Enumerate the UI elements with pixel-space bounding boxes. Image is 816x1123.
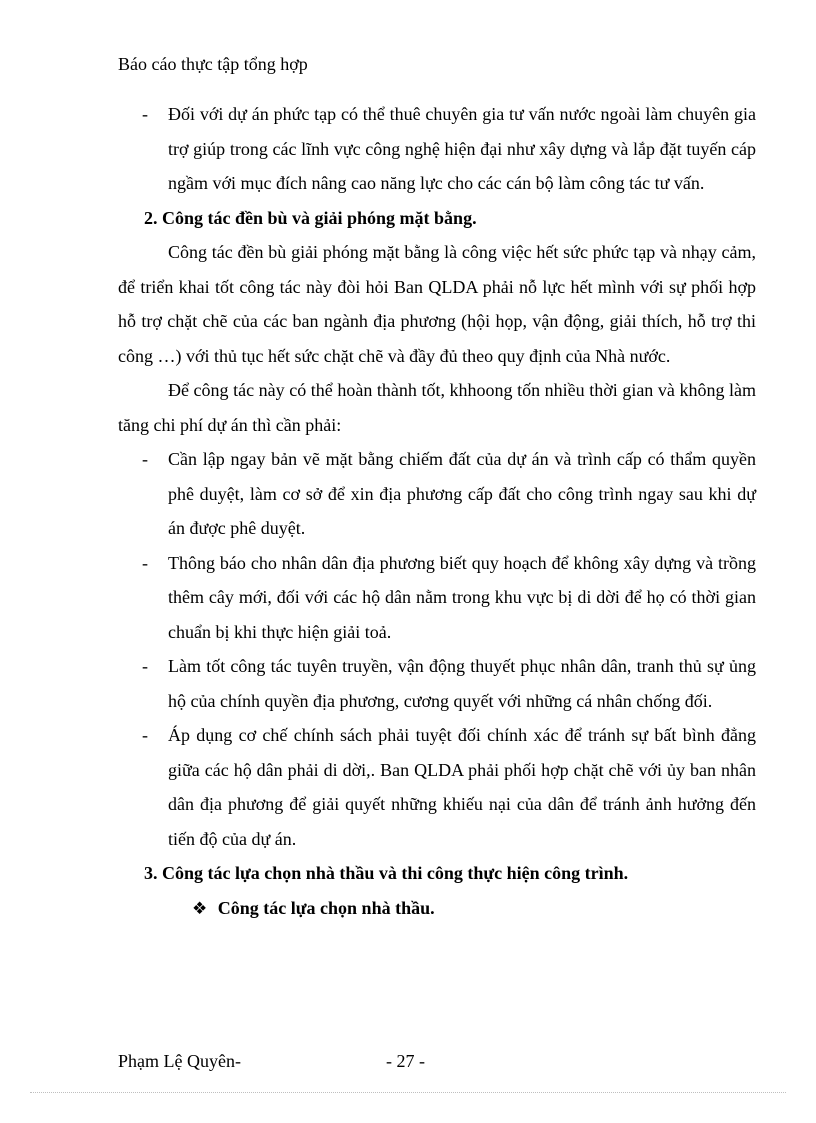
bullet-text: Đối với dự án phức tạp có thể thuê chuyên gia tư vấn nước ngoài làm chuyên gia trợ giúp trong các lĩnh vực công nghệ hiện đại như xây dựng và lắp đặt tuyến cáp ngầm với mục đích nâng cao năng lực cho các cán bộ làm công tác tư vấn. [168,104,756,193]
page-footer [0,1049,816,1073]
bullet-item [118,649,756,718]
page-header: Báo cáo thực tập tổng hợp [118,54,308,74]
bullet-dash: - [142,449,148,469]
sub-heading [118,891,756,927]
bullet-item [118,97,756,201]
bullet-dash: - [142,656,148,676]
document-body [118,97,756,926]
paragraph: Công tác đền bù giải phóng mặt bằng là công việc hết sức phức tạp và nhạy cảm, để triển khai tốt công tác này đòi hỏi Ban QLDA phải nỗ lực hết mình với sự phối hợp hỗ trợ chặt chẽ của các ban ngành địa phương (hội họp, vận động, giải thích, hỗ trợ thi công …) với thủ tục hết sức chặt chẽ và đầy đủ theo quy định của Nhà nước. [118,242,756,366]
bullet-text: Làm tốt công tác tuyên truyền, vận động thuyết phục nhân dân, tranh thủ sự ủng hộ của chính quyền địa phương, cương quyết với những cá nhân chống đối. [168,656,756,711]
bullet-item [118,718,756,856]
page-bottom-divider [30,1092,786,1093]
bullet-dash: - [142,552,148,573]
bullet-text: Áp dụng cơ chế chính sách phải tuyệt đối chính xác để tránh sự bất bình đẳng giữa các hộ dân phải di dời,. Ban QLDA phải phối hợp chặt chẽ với ủy ban nhân dân địa phương để giải quyết những khiếu nại của dân để tránh ảnh hưởng đến tiến độ của dự án. [168,725,756,849]
paragraph: Để công tác này có thể hoàn thành tốt, khhoong tốn nhiều thời gian và không làm tăng chi phí dự án thì cần phải: [118,380,756,435]
bullet-text: Cần lập ngay bản vẽ mặt bằng chiếm đất của dự án và trình cấp có thẩm quyền phê duyệt, làm cơ sở để xin địa phương cấp đất cho công trình ngay sau khi dự án được phê duyệt. [168,449,756,538]
sub-heading-text: Công tác lựa chọn nhà thầu. [217,897,435,918]
bullet-item [118,546,756,650]
bullet-text: Thông báo cho nhân dân địa phương biết quy hoạch để không xây dựng và trồng thêm cây mới, đối với các hộ dân nằm trong khu vực bị di dời để họ có thời gian chuẩn bị khi thực hiện giải toả. [168,552,756,642]
bullet-dash: - [142,725,148,745]
bullet-item [118,442,756,546]
footer-author: Phạm Lệ Quyên- [118,1051,241,1071]
bullet-dash: - [142,104,148,124]
section-heading-3: 3. Công tác lựa chọn nhà thầu và thi công thực hiện công trình. [144,863,629,883]
page-number: - 27 - [386,1051,425,1071]
diamond-bullet-icon: ❖ [192,898,208,918]
section-heading-2: 2. Công tác đền bù và giải phóng mặt bằng. [144,207,477,228]
